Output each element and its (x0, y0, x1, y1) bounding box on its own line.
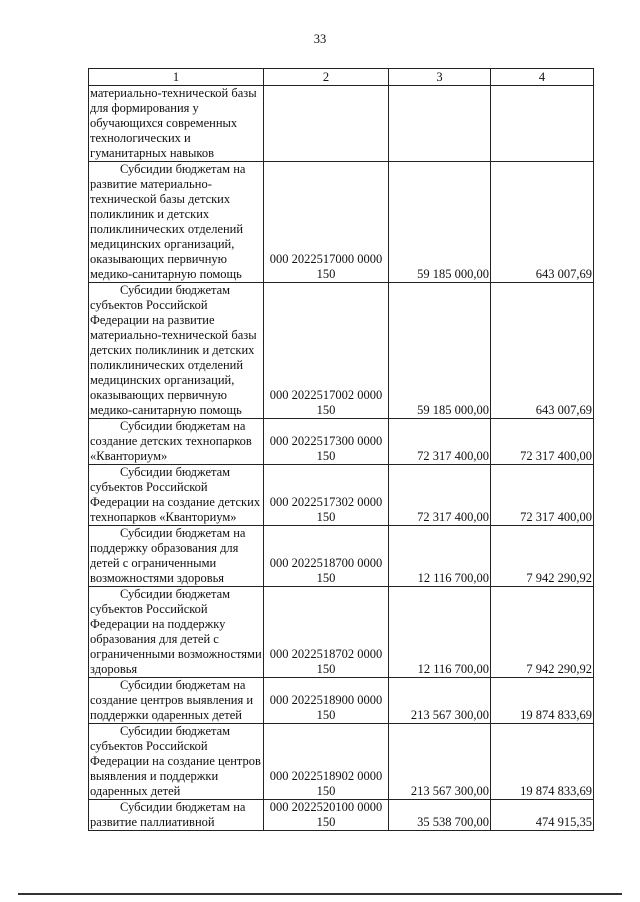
row-code-cell: 000 2022518900 0000 150 (264, 678, 389, 724)
table-row (89, 86, 594, 162)
column-header: 4 (491, 69, 594, 86)
row-name-cell: Субсидии бюджетам субъектов Российской Федерации на создание центров выявления и поддержки одаренных детей (89, 724, 264, 800)
row-fact-value-cell: 72 317 400,00 (491, 465, 594, 526)
row-name-cell: Субсидии бюджетам субъектов Российской Федерации на поддержку образования для детей с ограниченными возможностями здоровья (90, 587, 262, 676)
table-row (89, 162, 594, 283)
row-name-cell: Субсидии бюджетам на поддержку образования для детей с ограниченными возможностями здоровья (89, 526, 264, 587)
row-plan-value-cell: 72 317 400,00 (389, 419, 491, 465)
row-plan-value-cell: 12 116 700,00 (389, 587, 491, 678)
row-plan-value-cell: 72 317 400,00 (389, 465, 491, 526)
budget-table (88, 68, 594, 831)
table-row (89, 419, 594, 465)
row-name-cell: Субсидии бюджетам субъектов Российской Федерации на создание детских технопарков «Кванториум» (89, 465, 264, 526)
row-plan-value-cell: 59 185 000,00 (389, 162, 491, 283)
row-fact-value-cell: 19 874 833,69 (491, 724, 594, 800)
row-code-cell: 000 2022518702 0000 150 (264, 587, 389, 678)
row-name-cell: Субсидии бюджетам на развитие материально-технической базы детских поликлиник и детских поликлинических отделений медицинских организаций, оказывающих первичную медико-санитарную помощь (89, 162, 264, 283)
table-header-row (89, 69, 594, 86)
row-fact-value-cell (491, 86, 594, 162)
row-fact-value-cell: 19 874 833,69 (491, 678, 594, 724)
row-code-cell: 000 2022517000 0000 150 (264, 162, 389, 283)
row-plan-value-cell: 213 567 300,00 (389, 678, 491, 724)
row-name-cell: Субсидии бюджетам на создание детских технопарков «Кванториум» (89, 419, 264, 465)
row-fact-value-cell: 72 317 400,00 (491, 419, 594, 465)
column-header: 2 (264, 69, 389, 86)
row-plan-value-cell: 12 116 700,00 (389, 526, 491, 587)
row-fact-value-cell: 7 942 290,92 (491, 587, 594, 678)
row-name-cell: Субсидии бюджетам на развитие паллиативной (89, 800, 264, 831)
row-code-cell: 000 2022518700 0000 150 (264, 526, 389, 587)
row-name-cell: Субсидии бюджетам субъектов Российской Федерации на развитие материально-технической базы детских поликлиник и детских поликлинических отделений медицинских организаций, оказывающих первичную медико-санитарную помощь (89, 283, 264, 419)
row-name-cell: материально-технической базы для формирования у обучающихся современных технологических и гуманитарных навыков (89, 86, 264, 162)
table-row (89, 678, 594, 724)
table-row (89, 724, 594, 800)
row-name-cell: Субсидии бюджетам на создание центров выявления и поддержки одаренных детей (89, 678, 264, 724)
table-row (89, 526, 594, 587)
table-row (89, 800, 594, 831)
row-fact-value-cell: 643 007,69 (491, 283, 594, 419)
row-code-cell: 000 2022517002 0000 150 (264, 283, 389, 419)
row-fact-value-cell: 7 942 290,92 (491, 526, 594, 587)
row-code-cell (264, 86, 389, 162)
column-header: 3 (389, 69, 491, 86)
table-row (89, 465, 594, 526)
row-fact-value-cell: 474 915,35 (491, 800, 594, 831)
row-plan-value-cell: 35 538 700,00 (389, 800, 491, 831)
row-plan-value-cell (389, 86, 491, 162)
row-plan-value-cell: 59 185 000,00 (389, 283, 491, 419)
table-body (89, 86, 594, 831)
column-header: 1 (89, 69, 264, 86)
bottom-rule (18, 893, 622, 895)
row-fact-value-cell: 643 007,69 (491, 162, 594, 283)
table-row (89, 283, 594, 419)
row-code-cell: 000 2022520100 0000 150 (264, 800, 389, 831)
row-code-cell: 000 2022518902 0000 150 (264, 724, 389, 800)
row-code-cell: 000 2022517300 0000 150 (264, 419, 389, 465)
table-row (89, 587, 594, 678)
row-code-cell: 000 2022517302 0000 150 (264, 465, 389, 526)
row-plan-value-cell: 213 567 300,00 (389, 724, 491, 800)
page-number: 33 (313, 32, 327, 46)
